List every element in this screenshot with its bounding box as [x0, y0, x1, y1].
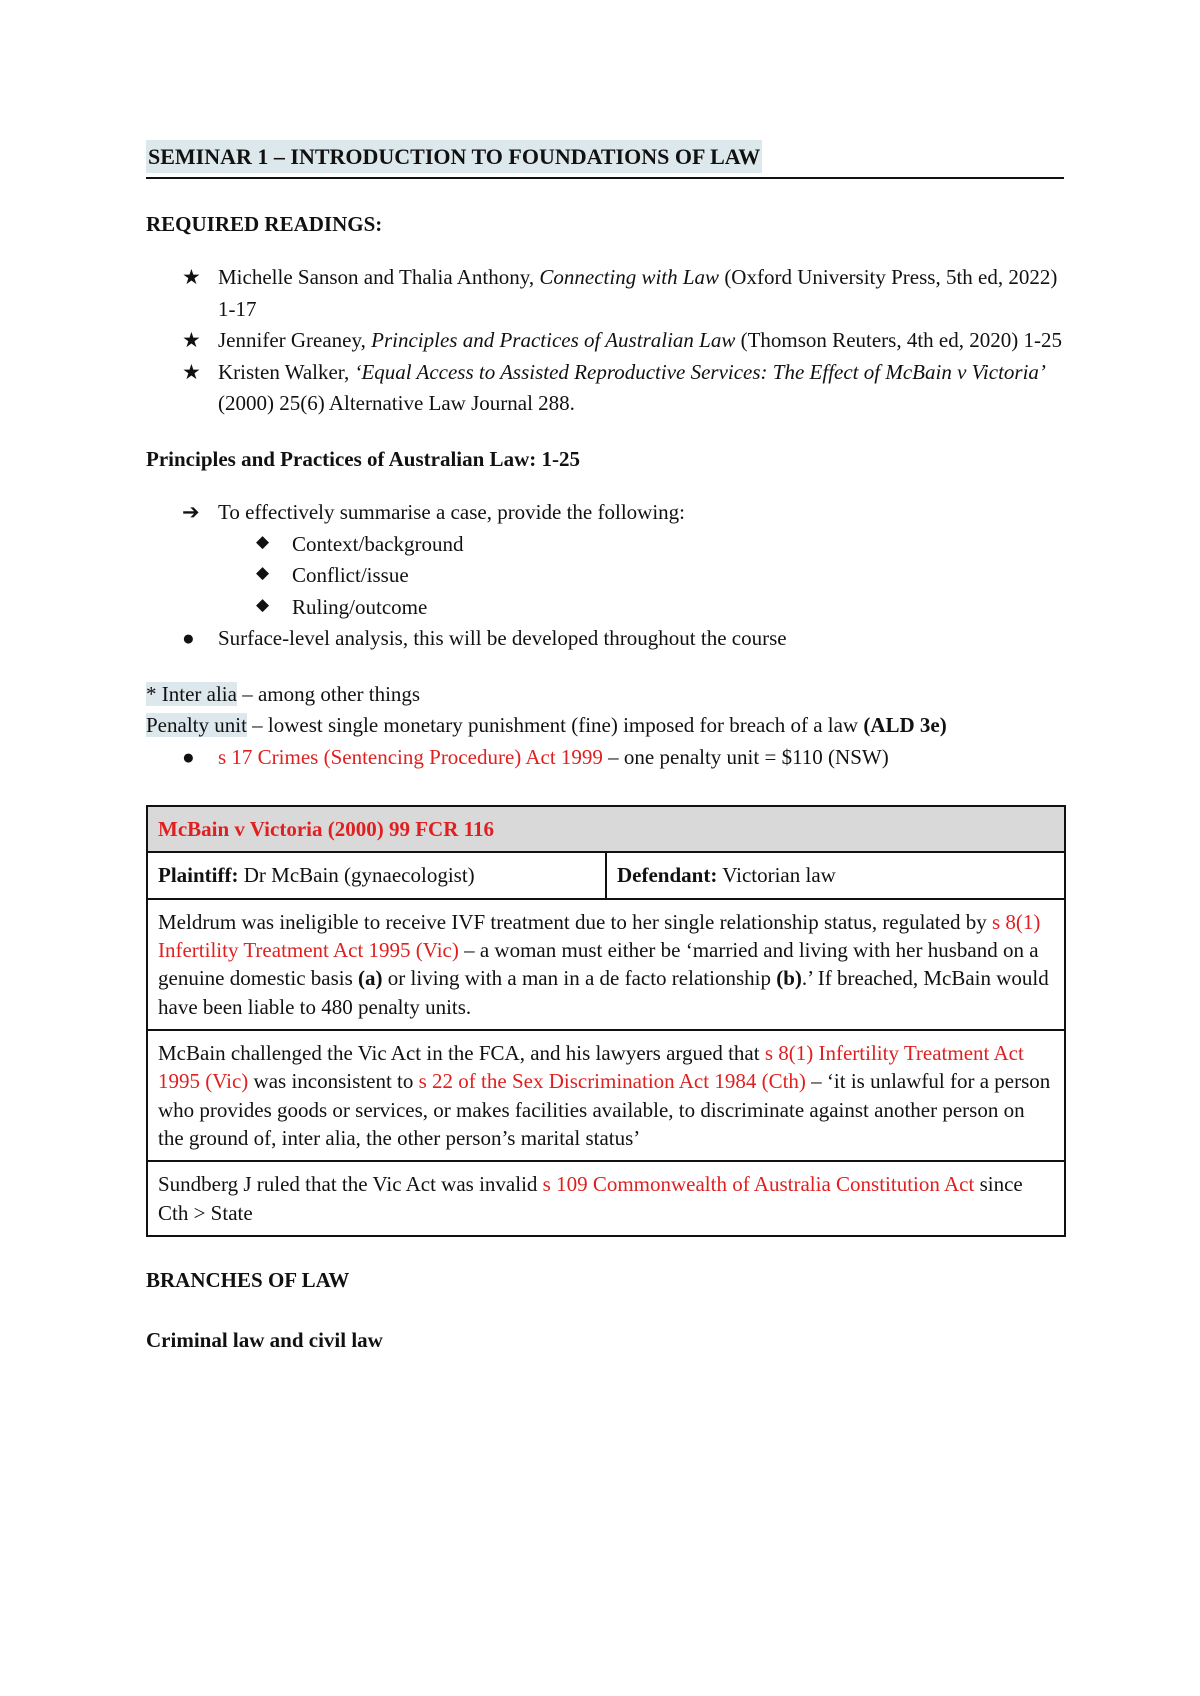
analysis-item: ● Surface-level analysis, this will be developed throughout the course	[146, 623, 1064, 655]
dot-bullet-icon: ●	[182, 626, 195, 650]
case-argument: McBain challenged the Vic Act in the FCA, and his lawyers argued that s 8(1) Infertility Treatment Act 1995 (Vic) was inconsistent to s 22 of the Sex Discrimination Act 1984 (Cth) – ‘it is unlawful for a person who provides goods or services, or makes facilities available, to discriminate against another person on the ground of, inter alia, the other person’s marital status’	[147, 1030, 1065, 1161]
branches-heading: BRANCHES OF LAW	[146, 1268, 350, 1293]
plaintiff-cell: Plaintiff: Dr McBain (gynaecologist)	[147, 852, 606, 898]
case-table	[146, 805, 1066, 1237]
star-bullet-icon: ★	[182, 328, 201, 352]
summarise-sub-list	[146, 529, 1064, 624]
summarise-sub-item: ◆ Conflict/issue	[146, 560, 1064, 592]
summarise-list	[146, 497, 1064, 529]
analysis-list	[146, 623, 1064, 655]
summarise-sub-item: ◆ Context/background	[146, 529, 1064, 561]
reading-item: ★ Michelle Sanson and Thalia Anthony, Connecting with Law (Oxford University Press, 5th ed, 2022) 1-17	[146, 262, 1064, 325]
reading-item: ★ Kristen Walker, ‘Equal Access to Assisted Reproductive Services: The Effect of McBain v Victoria’ (2000) 25(6) Alternative Law Journal 288.	[146, 357, 1064, 420]
penalty-item: ● s 17 Crimes (Sentencing Procedure) Act 1999 – one penalty unit = $110 (NSW)	[146, 742, 1064, 774]
title-rule	[146, 140, 1064, 179]
page-title: SEMINAR 1 – INTRODUCTION TO FOUNDATIONS OF LAW	[146, 140, 762, 173]
case-name: McBain v Victoria (2000) 99 FCR 116	[147, 806, 1065, 852]
document-content	[146, 140, 1064, 1356]
star-bullet-icon: ★	[182, 265, 201, 289]
penalty-list	[146, 742, 1064, 774]
summarise-sub-item: ◆ Ruling/outcome	[146, 592, 1064, 624]
arrow-bullet-icon: ➔	[182, 500, 200, 524]
inter-alia-definition: * Inter alia – among other things	[146, 681, 421, 706]
reading-item: ★ Jennifer Greaney, Principles and Practices of Australian Law (Thomson Reuters, 4th ed, 2020) 1-25	[146, 325, 1064, 357]
penalty-unit-definition: Penalty unit – lowest single monetary punishment (fine) imposed for breach of a law (ALD 3e)	[146, 713, 947, 737]
readings-list	[146, 262, 1064, 420]
principles-heading: Principles and Practices of Australian Law: 1-25	[146, 446, 580, 471]
diamond-bullet-icon: ◆	[256, 531, 270, 551]
diamond-bullet-icon: ◆	[256, 563, 270, 582]
summarise-item: ➔ To effectively summarise a case, provide the following:	[146, 497, 1064, 529]
case-ruling: Sundberg J ruled that the Vic Act was invalid s 109 Commonwealth of Australia Constitution Act since Cth > State	[147, 1161, 1065, 1236]
case-facts: Meldrum was ineligible to receive IVF treatment due to her single relationship status, regulated by s 8(1) Infertility Treatment Act 1995 (Vic) – a woman must either be ‘married and living with her husband on a genuine domestic basis (a) or living with a man in a de facto relationship (b).’ If breached, McBain would have been liable to 480 penalty units.	[147, 899, 1065, 1030]
criminal-civil-heading: Criminal law and civil law	[146, 1327, 383, 1352]
defendant-cell: Defendant: Victorian law	[606, 852, 1065, 898]
readings-heading: REQUIRED READINGS:	[146, 211, 383, 236]
dot-bullet-icon: ●	[182, 744, 195, 769]
star-bullet-icon: ★	[182, 359, 201, 384]
diamond-bullet-icon: ◆	[256, 594, 270, 614]
